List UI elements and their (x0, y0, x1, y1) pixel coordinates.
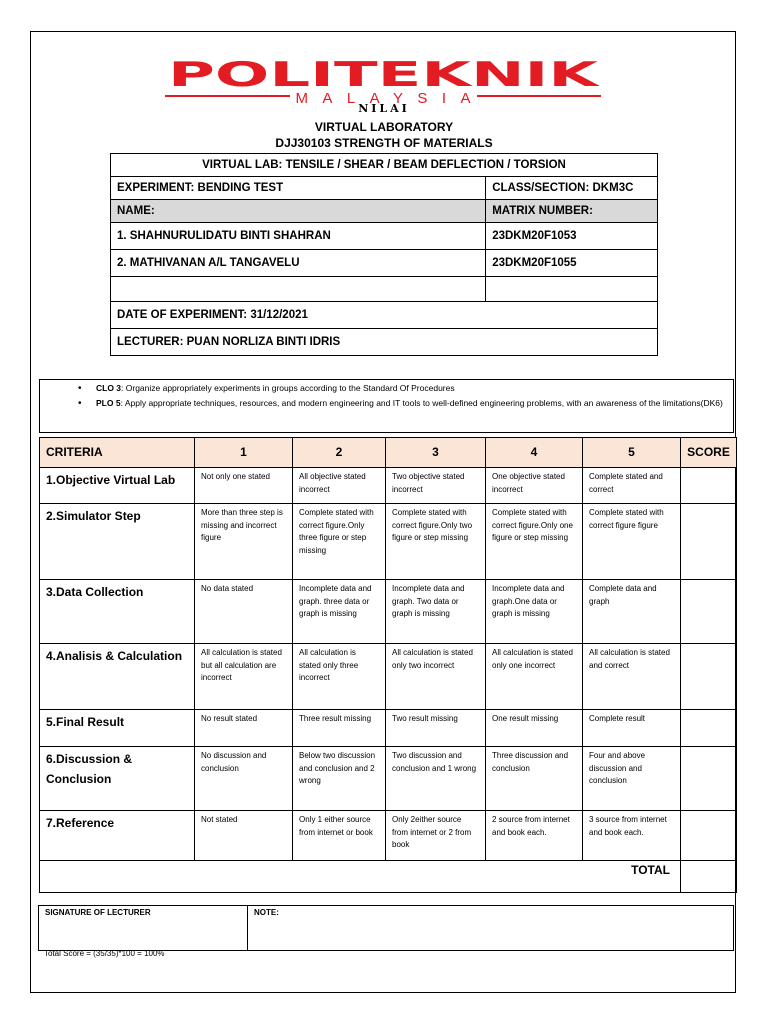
level-cell: All calculation is stated but all calculation are incorrect (195, 644, 293, 710)
score-cell[interactable] (681, 644, 737, 710)
level-cell: All objective stated incorrect (293, 468, 386, 504)
criteria-label: 1.Objective Virtual Lab (40, 468, 195, 504)
level-cell: Complete stated with correct figure.Only three figure or step missing (293, 504, 386, 580)
student-matrix: 23DKM20F1053 (486, 223, 658, 250)
level-cell: Incomplete data and graph. three data or graph is missing (293, 580, 386, 644)
criteria-label: 2.Simulator Step (40, 504, 195, 580)
header-level: 3 (386, 438, 486, 468)
criteria-label: 6.Discussion & Conclusion (40, 747, 195, 811)
doc-title: VIRTUAL LABORATORY (314, 120, 454, 134)
level-cell: Four and above discussion and conclusion (583, 747, 681, 811)
rubric-table (39, 437, 737, 893)
student-matrix: 23DKM20F1055 (486, 250, 658, 277)
criteria-label: 3.Data Collection (40, 580, 195, 644)
plo-item: • PLO 5: Apply appropriate techniques, resources, and modern engineering and IT tools to well-defined engineering problems, with an awareness of the limitations(DK6) (96, 397, 733, 410)
rubric-row (40, 710, 737, 747)
level-cell: 3 source from internet and book each. (583, 811, 681, 861)
level-cell: All calculation is stated only three incorrect (293, 644, 386, 710)
criteria-label: 5.Final Result (40, 710, 195, 747)
level-cell: No result stated (195, 710, 293, 747)
name-label: NAME: (111, 200, 486, 223)
rubric-row (40, 468, 737, 504)
level-cell: Two result missing (386, 710, 486, 747)
course-title: DJJ30103 STRENGTH OF MATERIALS (275, 136, 493, 150)
level-cell: No data stated (195, 580, 293, 644)
level-cell: 2 source from internet and book each. (486, 811, 583, 861)
student-name (111, 277, 486, 302)
lecturer-name: LECTURER: PUAN NORLIZA BINTI IDRIS (111, 329, 658, 356)
level-cell: Three discussion and conclusion (486, 747, 583, 811)
level-cell: Complete stated with correct figure.Only two figure or step missing (386, 504, 486, 580)
clo-item: • CLO 3: Organize appropriately experiments in groups according to the Standard Of Procedures (96, 382, 733, 395)
level-cell: All calculation is stated only one incorrect (486, 644, 583, 710)
politeknik-logo (165, 56, 601, 108)
header-level: 2 (293, 438, 386, 468)
level-cell: More than three step is missing and incorrect figure (195, 504, 293, 580)
total-score-cell[interactable] (681, 861, 737, 893)
level-cell: One result missing (486, 710, 583, 747)
level-cell: Three result missing (293, 710, 386, 747)
rubric-row (40, 504, 737, 580)
header-criteria: CRITERIA (40, 438, 195, 468)
level-cell: No discussion and conclusion (195, 747, 293, 811)
lab-title: VIRTUAL LAB: TENSILE / SHEAR / BEAM DEFLECTION / TORSION (111, 154, 658, 177)
student-name: 1. SHAHNURULIDATU BINTI SHAHRAN (111, 223, 486, 250)
score-cell[interactable] (681, 747, 737, 811)
level-cell: All calculation is stated and correct (583, 644, 681, 710)
campus-name: NILAI (358, 102, 410, 115)
signature-table (38, 905, 734, 951)
rubric-row (40, 580, 737, 644)
class-section-cell: CLASS/SECTION: DKM3C (486, 177, 658, 200)
criteria-label: 4.Analisis & Calculation (40, 644, 195, 710)
level-cell: One objective stated incorrect (486, 468, 583, 504)
level-cell: Complete stated with correct figure figure (583, 504, 681, 580)
rubric-row (40, 811, 737, 861)
logo-subtext: MALAYSIA (295, 90, 471, 107)
rubric-header (40, 438, 737, 468)
criteria-label: 7.Reference (40, 811, 195, 861)
header-level: 5 (583, 438, 681, 468)
rubric-row (40, 747, 737, 811)
level-cell: Only 1 either source from internet or book (293, 811, 386, 861)
level-cell: Complete data and graph (583, 580, 681, 644)
score-cell[interactable] (681, 710, 737, 747)
score-cell[interactable] (681, 811, 737, 861)
level-cell: All calculation is stated only two incorrect (386, 644, 486, 710)
header-score: SCORE (681, 438, 737, 468)
experiment-date: DATE OF EXPERIMENT: 31/12/2021 (111, 302, 658, 329)
level-cell: Two discussion and conclusion and 1 wrong (386, 747, 486, 811)
total-score-note: Total Score = (35/35)*100 = 100% (44, 949, 165, 958)
rubric-row (40, 644, 737, 710)
score-cell[interactable] (681, 468, 737, 504)
level-cell: Incomplete data and graph. Two data or graph is missing (386, 580, 486, 644)
level-cell: Not stated (195, 811, 293, 861)
header-level: 4 (486, 438, 583, 468)
total-label: TOTAL (40, 861, 681, 893)
score-cell[interactable] (681, 504, 737, 580)
level-cell: Only 2either source from internet or 2 from book (386, 811, 486, 861)
total-row (40, 861, 737, 893)
level-cell: Two objective stated incorrect (386, 468, 486, 504)
learning-outcomes (39, 379, 734, 433)
level-cell: Complete result (583, 710, 681, 747)
header-level: 1 (195, 438, 293, 468)
note-box[interactable]: NOTE: (248, 906, 734, 951)
experiment-cell: EXPERIMENT: BENDING TEST (111, 177, 486, 200)
lecturer-signature-box[interactable]: SIGNATURE OF LECTURER (39, 906, 248, 951)
student-name: 2. MATHIVANAN A/L TANGAVELU (111, 250, 486, 277)
level-cell: Not only one stated (195, 468, 293, 504)
student-matrix (486, 277, 658, 302)
level-cell: Complete stated with correct figure.Only one figure or step missing (486, 504, 583, 580)
level-cell: Below two discussion and conclusion and 2 wrong (293, 747, 386, 811)
level-cell: Incomplete data and graph.One data or graph is missing (486, 580, 583, 644)
logo-text: POLITEKNIK (168, 56, 601, 95)
info-table (110, 153, 658, 356)
level-cell: Complete stated and correct (583, 468, 681, 504)
matrix-label: MATRIX NUMBER: (486, 200, 658, 223)
score-cell[interactable] (681, 580, 737, 644)
